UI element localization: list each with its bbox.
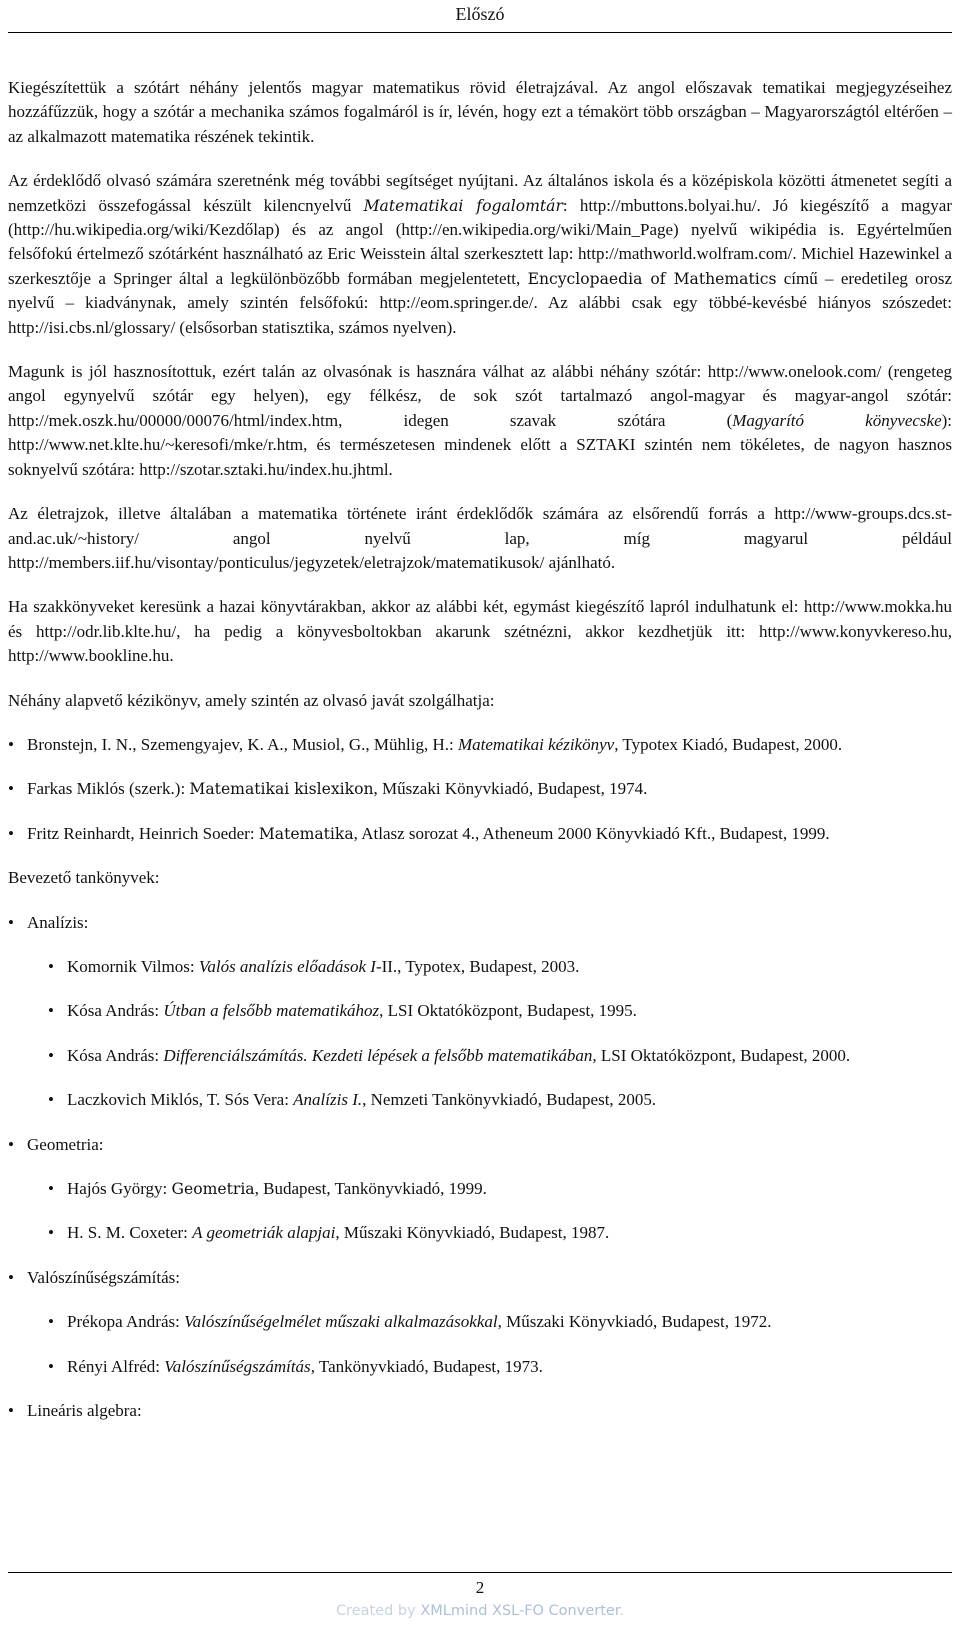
converter-watermark (0, 1601, 960, 1621)
category-label: Analízis: (27, 912, 89, 932)
watermark-prefix: Created by (335, 1603, 421, 1619)
text-run: H. S. M. Coxeter: (67, 1223, 193, 1243)
text-run: , Budapest, Tankönyvkiadó, 1999. (254, 1179, 487, 1198)
emphasis-title: Encyclopaedia of Mathematics (527, 269, 777, 288)
text-run: , Tankönyvkiadó, Budapest, 1973. (310, 1356, 543, 1376)
textbook-list (8, 911, 952, 1424)
list-item (48, 1310, 952, 1334)
italic-title: Valós analízis előadások I (198, 956, 376, 976)
list-item (48, 1044, 952, 1068)
list-item-probability (8, 1266, 952, 1379)
text-run: Kósa András: (67, 1045, 164, 1065)
list-item (8, 777, 952, 801)
italic-title: A geometriák alapjai (192, 1223, 336, 1243)
list-item (48, 1088, 952, 1112)
text-run: , LSI Oktatóközpont, Budapest, 1995. (379, 1001, 637, 1021)
category-label: Valószínűségszámítás: (27, 1267, 180, 1287)
text-run: Fritz Reinhardt, Heinrich Soeder: (27, 823, 259, 843)
list-item (48, 1355, 952, 1379)
italic-title: Matematikai fogalomtár (363, 196, 563, 215)
italic-title: Útban a felsőbb matematikához (163, 1001, 380, 1021)
page-number: 2 (475, 1578, 485, 1597)
text-run: ): http://www.net.klte.hu/~keresofi/mke/r.htm, és természetesen mindenek előtt a SZTAKI szintén nem tökéletes, de nagyon hasznos soknyelvű szótára: http://szotar.sztaki.hu/index.hu.jhtml. (8, 410, 953, 479)
text-run: -II., Typotex, Budapest, 2003. (375, 956, 580, 976)
footer-rule (8, 1572, 952, 1573)
text-run: , Typotex Kiadó, Budapest, 2000. (614, 734, 843, 754)
text-run: , Atlasz sorozat 4., Atheneum 2000 Könyvkiadó Kft., Budapest, 1999. (353, 823, 830, 843)
text-run: : http://mbuttons.bolyai.hu/. Jó kiegészítő a magyar (http://hu.wikipedia.org/wiki/Kezdőlap) és az angol (http://en.wikipedia.org/wiki/Main_Page) nyelvű wikipédia is. Egyértelműen felsőfokú értelmező szótárként használható az Eric Weisstein által szerkesztett lap: http://mathworld.wolfram.com/. Michiel Hazewinkel a szerkesztője a Springer által a legkülönbözőbb formában megjelentetett, (8, 195, 952, 288)
category-label: Lineáris algebra: (27, 1401, 142, 1421)
italic-title: Matematikai kézikönyv (457, 734, 615, 754)
list-item (48, 1177, 952, 1201)
italic-title: Differenciálszámítás. Kezdeti lépések a felsőbb matematikában, (163, 1045, 597, 1065)
text-run: Kósa András: (67, 1001, 164, 1021)
text-run: , Műszaki Könyvkiadó, Budapest, 1972. (497, 1312, 772, 1332)
text-run: Magunk is jól hasznosítottuk, ezért talán az olvasónak is hasznára válhat az alábbi néhány szótár: http://www.onelook.com/ (rengeteg angol egynyelvű szótár egy helyen), egy félkész, de sok szót tartalmazó angol-magyar és magyar-angol szótár: http://mek.oszk.hu/00000/00076/html/index.htm, idegen szavak szótára ( (8, 362, 952, 430)
text-run: , Műszaki Könyvkiadó, Budapest, 1974. (373, 779, 648, 799)
analysis-list (27, 955, 952, 1113)
list-item (48, 999, 952, 1023)
category-label: Geometria: (27, 1134, 104, 1154)
italic-title: Valószínűségszámítás (164, 1356, 311, 1376)
list-item-linear-algebra (8, 1399, 952, 1423)
paragraph-intro: Kiegészítettük a szótárt néhány jelentős magyar matematikus rövid életrajzával. Az angol előszavak tematikai megjegyzéseihez hozzáfűzzük, hogy a szótár a mechanika számos fogalmáról is ír, lévén, hogy ezt a témakört több országban – Magyarországtól eltérően – az alkalmazott matematika részének tekintik. (8, 78, 952, 146)
emphasis-title: Matematikai kislexikon (189, 780, 374, 799)
text-run: LSI Oktatóközpont, Budapest, 2000. (596, 1045, 851, 1065)
page-content (8, 76, 952, 1443)
text-run: Farkas Miklós (szerk.): (27, 779, 190, 799)
geometry-list (27, 1177, 952, 1246)
paragraph-libraries: Ha szakkönyveket keresünk a hazai könyvtárakban, akkor az alábbi két, egymást kiegészítő lapról indulhatunk el: http://www.mokka.hu és http://odr.lib.klte.hu/, ha pedig a könyvesboltokban akarunk szétnézni, akkor kezdhetjük itt: http://www.konyvkereso.hu, http://www.bookline.hu. (8, 597, 952, 666)
text-run: , Nemzeti Tankönyvkiadó, Budapest, 2005. (362, 1090, 657, 1110)
header-rule (8, 32, 952, 33)
text-run: Hajós György: (67, 1179, 172, 1198)
paragraph-biographies: Az életrajzok, illetve általában a matematika története iránt érdeklődők számára az elsőrendű forrás a http://www-groups.dcs.st-and.ac.uk/~history/ angol nyelvű lap, míg magyarul például http://members.iif.hu/visontay/ponticulus/jegyzetek/eletrajzok/matematikusok/ ajánlható. (8, 504, 952, 572)
italic-title: Valószínűségelmélet műszaki alkalmazásokkal (184, 1312, 498, 1332)
text-run: Prékopa András: (67, 1312, 185, 1332)
paragraph-handbooks-intro: Néhány alapvető kézikönyv, amely szintén az olvasó javát szolgálhatja: (8, 690, 495, 710)
list-item-analysis (8, 911, 952, 1113)
text-run: című – eredetileg orosz nyelvű – kiadványnak, amely szintén felsőfokú: http://eom.springer.de/. Az alábbi csak egy többé-kevésbé hiányos szószedet: http://isi.cbs.nl/glossary/ (elsősorban statisztika, számos nyelven). (8, 268, 952, 337)
text-run: Az érdeklődő olvasó számára szeretnénk még további segítséget nyújtani. Az általános iskola és a középiskola közötti átmenetet segíti a nemzetközi összefogással készült kilencnyelvű (8, 171, 952, 215)
list-item (8, 733, 952, 757)
text-run: Laczkovich Miklós, T. Sós Vera: (67, 1090, 294, 1110)
list-item (8, 822, 952, 846)
emphasis-title: Matematika (258, 824, 354, 843)
paragraph-textbooks-intro: Bevezető tankönyvek: (8, 868, 160, 888)
text-run: Bronstejn, I. N., Szemengyajev, K. A., Musiol, G., Mühlig, H.: (27, 734, 458, 754)
text-run: , Műszaki Könyvkiadó, Budapest, 1987. (335, 1223, 610, 1243)
paragraph-dictionaries (8, 360, 952, 482)
text-run: Komornik Vilmos: (67, 956, 199, 976)
text-run: Rényi Alfréd: (67, 1356, 165, 1376)
watermark-suffix: . (619, 1603, 625, 1619)
italic-title: Analízis I. (293, 1090, 363, 1110)
handbook-list (8, 733, 952, 846)
watermark-brand: XMLmind XSL-FO Converter (420, 1603, 620, 1619)
list-item (48, 1221, 952, 1245)
emphasis-title: Geometria (171, 1180, 255, 1198)
italic-title: Magyarító könyvecske (732, 410, 942, 430)
list-item-geometry (8, 1133, 952, 1246)
page-header: Előszó (455, 4, 505, 24)
list-item (48, 955, 952, 979)
probability-list (27, 1310, 952, 1379)
paragraph-resources (8, 169, 952, 340)
